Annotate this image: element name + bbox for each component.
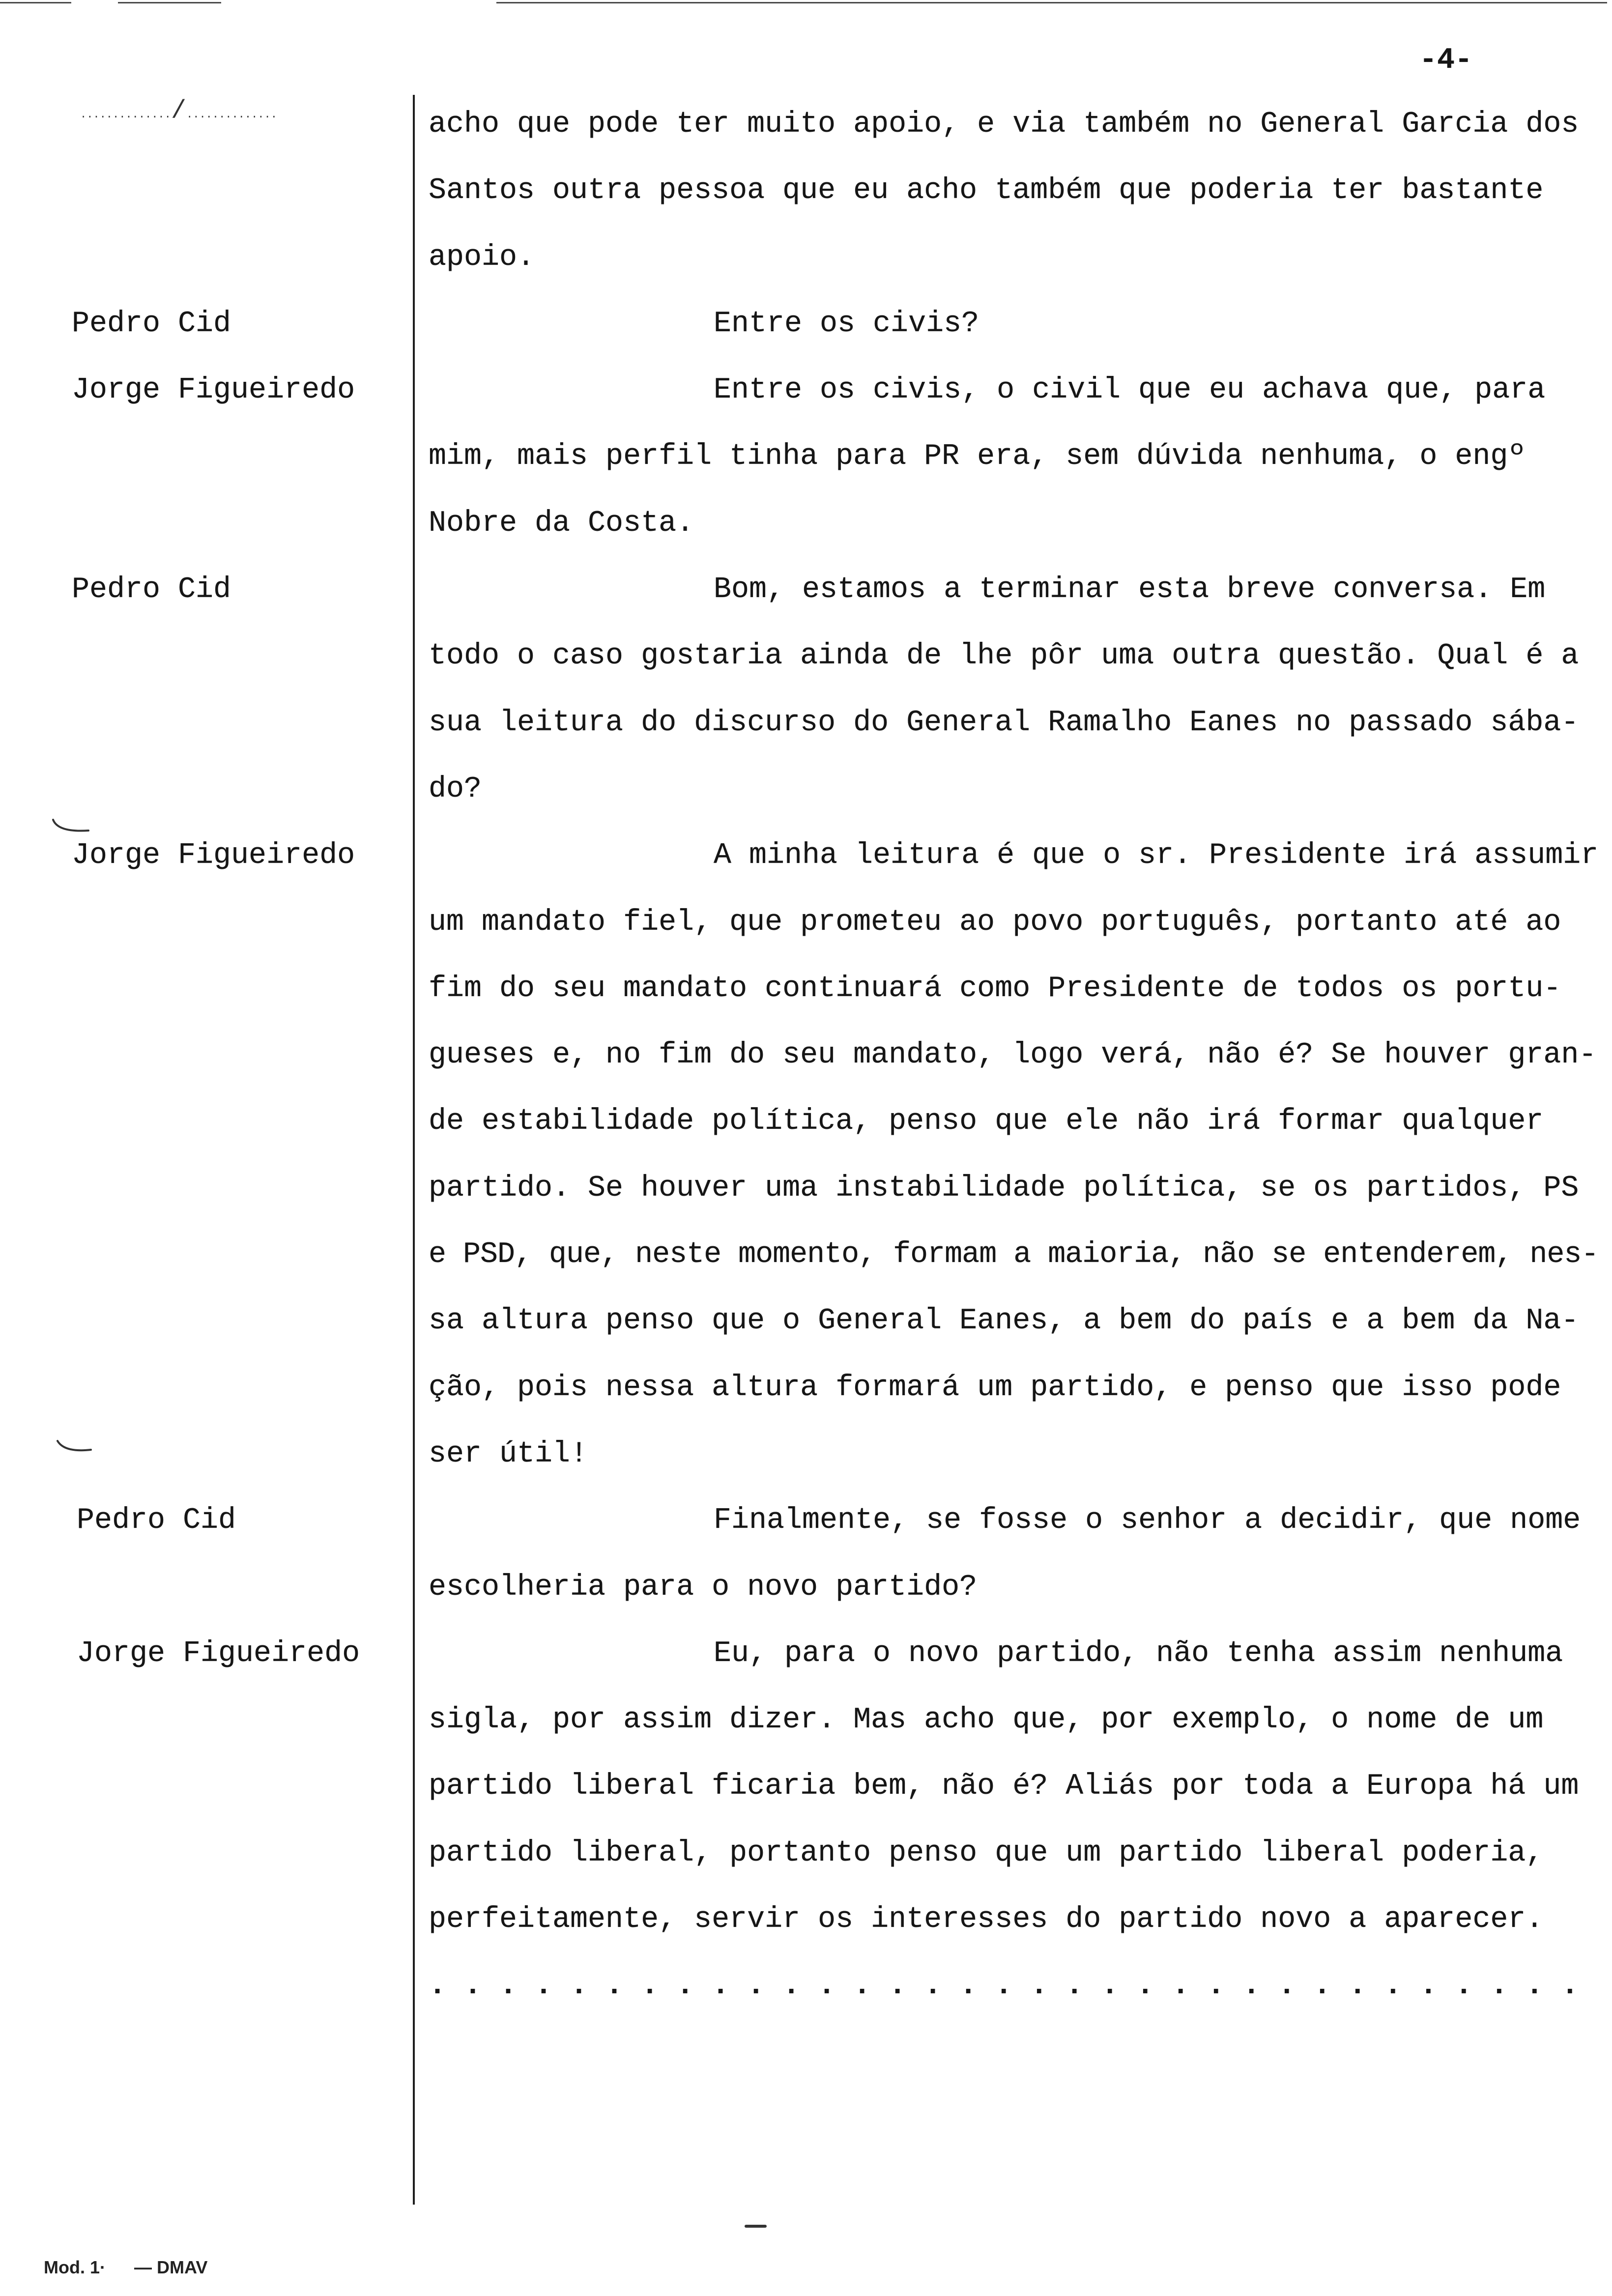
transcript-line (0, 1687, 1612, 1753)
speaker-label: Pedro Cid (72, 307, 231, 341)
line-text: Santos outra pessoa que eu acho também que poderia ter bastante (429, 174, 1544, 208)
header-field-dots: .............. (80, 109, 171, 121)
speaker-label: Pedro Cid (72, 573, 231, 607)
line-text: partido. Se houver uma instabilidade política, se os partidos, PS (429, 1171, 1579, 1205)
transcript-line (0, 956, 1612, 1022)
transcript-line (0, 1355, 1612, 1421)
line-text: apoio. (429, 240, 535, 274)
transcript-line (0, 1288, 1612, 1354)
transcript-line (0, 690, 1612, 756)
line-text: gueses e, no fim do seu mandato, logo verá, não é? Se houver gran- (429, 1038, 1597, 1072)
line-text: ção, pois nessa altura formará um partido, e penso que isso pode (429, 1371, 1561, 1405)
transcript-line (0, 1621, 1612, 1687)
line-text: Entre os civis, o civil que eu achava que, para (714, 373, 1546, 407)
ellipsis-line: . . . . . . . . . . . . . . . . . . . . . . . . . . . . . . . . . (429, 1969, 1579, 2003)
transcript-line (0, 1820, 1612, 1887)
transcript-line (0, 158, 1612, 224)
line-text: Nobre da Costa. (429, 506, 694, 540)
line-text: ser útil! (429, 1437, 588, 1471)
line-text: escolheria para o novo partido? (429, 1570, 978, 1604)
speaker-label: Pedro Cid (77, 1504, 236, 1538)
transcript-line (0, 1554, 1612, 1621)
line-text: Eu, para o novo partido, não tenha assim nenhuma (714, 1636, 1563, 1670)
line-text: e PSD, que, neste momento, formam a maioria, não se entenderem, nes- (429, 1238, 1599, 1272)
line-text: Bom, estamos a terminar esta breve conversa. Em (714, 573, 1546, 607)
transcript-line (0, 1089, 1612, 1155)
speaker-label: Jorge Figueiredo (72, 373, 355, 407)
header-field-slash: / (171, 96, 187, 125)
transcript-line (0, 557, 1612, 623)
top-rule (496, 2, 1607, 3)
transcript-line (0, 357, 1612, 424)
line-text: de estabilidade política, penso que ele não irá formar qualquer (429, 1105, 1544, 1139)
footer-department: — DMAV (134, 2257, 208, 2277)
top-rule (118, 2, 221, 3)
line-text: partido liberal ficaria bem, não é? Aliás por toda a Europa há um (429, 1770, 1579, 1804)
transcript-line (0, 823, 1612, 889)
line-text: perfeitamente, servir os interesses do partido novo a aparecer. (429, 1903, 1544, 1937)
transcript-line (0, 291, 1612, 357)
header-field-dots: .............. (186, 109, 277, 121)
line-text: acho que pode ter muito apoio, e via também no General Garcia dos (429, 108, 1579, 141)
transcript-line (0, 91, 1612, 158)
transcript-line (0, 490, 1612, 557)
transcript-line (0, 1953, 1612, 2019)
interview-transcript (0, 91, 1612, 2020)
transcript-line (0, 890, 1612, 956)
line-text: sua leitura do discurso do General Ramalho Eanes no passado sába- (429, 706, 1579, 740)
transcript-line (0, 424, 1612, 490)
transcript-line (0, 225, 1612, 291)
line-text: sa altura penso que o General Eanes, a bem do país e a bem da Na- (429, 1304, 1579, 1338)
speaker-label: Jorge Figueiredo (77, 1636, 360, 1670)
line-text: Entre os civis? (714, 307, 979, 341)
speaker-label: Jorge Figueiredo (72, 839, 355, 873)
transcript-line (0, 623, 1612, 689)
transcript-line (0, 1022, 1612, 1089)
line-text: Finalmente, se fosse o senhor a decidir, que nome (714, 1504, 1581, 1538)
top-rule (0, 2, 71, 3)
line-text: partido liberal, portanto penso que um partido liberal poderia, (429, 1836, 1544, 1870)
page-number: -4- (1419, 44, 1473, 77)
line-text: A minha leitura é que o sr. Presidente irá assumir (714, 839, 1599, 873)
transcript-line (0, 1488, 1612, 1554)
bottom-mark (745, 2225, 767, 2228)
transcript-line (0, 1155, 1612, 1222)
transcript-line (0, 1421, 1612, 1488)
transcript-line (0, 756, 1612, 823)
line-text: sigla, por assim dizer. Mas acho que, por exemplo, o nome de um (429, 1703, 1544, 1737)
transcript-line (0, 1222, 1612, 1288)
transcript-line (0, 1753, 1612, 1820)
line-text: um mandato fiel, que prometeu ao povo português, portanto até ao (429, 905, 1561, 939)
footer-form-code: Mod. 1· (44, 2257, 106, 2277)
line-text: todo o caso gostaria ainda de lhe pôr uma outra questão. Qual é a (429, 639, 1579, 673)
transcript-line (0, 1887, 1612, 1953)
line-text: fim do seu mandato continuará como Presidente de todos os portu- (429, 972, 1561, 1005)
line-text: do? (429, 772, 482, 806)
line-text: mim, mais perfil tinha para PR era, sem dúvida nenhuma, o engº (429, 440, 1526, 474)
